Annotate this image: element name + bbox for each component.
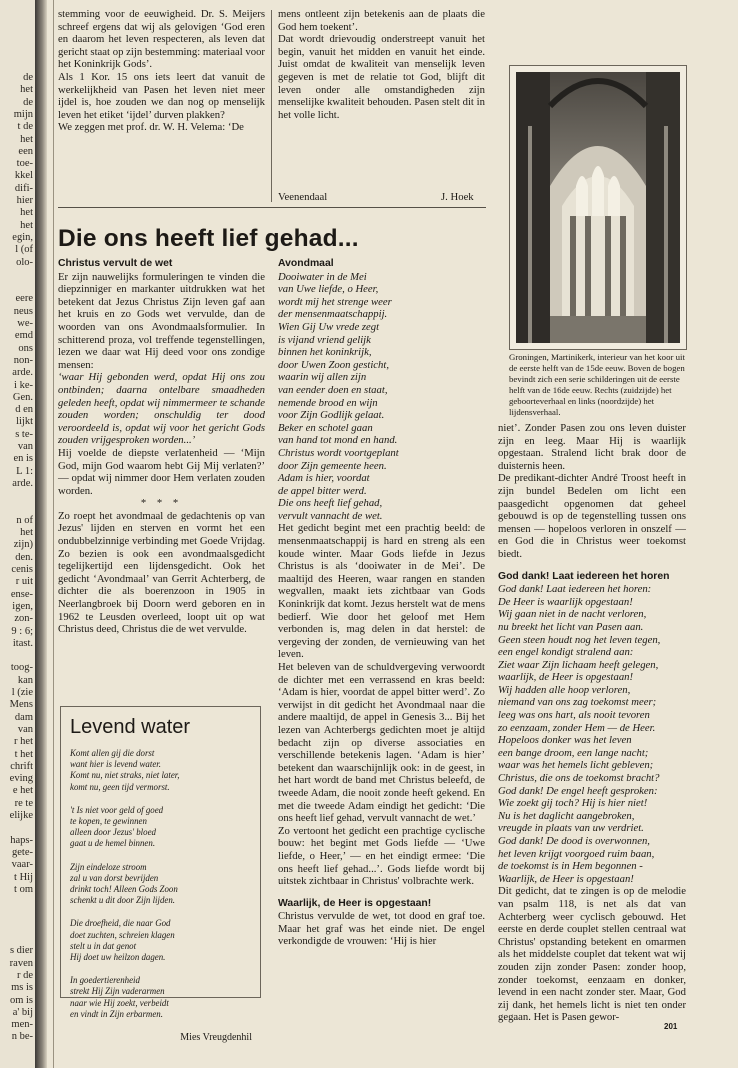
- strip-fragment: Mens: [9, 699, 33, 711]
- poem-stanza: waarin wij allen zijn van eender doen en staat, nemende brood en wijn voor Zijn Godlijk gelaat.: [278, 371, 388, 422]
- strip-fragment: cenis: [11, 564, 33, 575]
- strip-fragment: ms is: [11, 982, 33, 994]
- strip-fragment: eere: [15, 293, 33, 305]
- strip-fragment: l (zie: [11, 687, 33, 698]
- article-author: J. Hoek: [441, 191, 474, 203]
- strip-fragment: igen,: [12, 600, 33, 612]
- strip-fragment: e het: [12, 785, 33, 797]
- strip-fragment: kkel: [14, 170, 33, 182]
- top-article-column-1: stemming voor de eeuwigheid. Dr. S. Meijers schreef ergens dat wij als gelovigen ‘God eren en daarom het leven respecteren, als leven dat gericht staat op zijn bestemming: materiaal voor het Koninkrijk Gods’. Als 1 Kor. 15 ons iets leert dat vanuit de werkelijkheid van Pasen het leven niet meer ijdel is, hoe zouden we dan nog op menselijk leven het etiket ‘ijdel’ durven plakken? We zeggen met prof. dr. W. H. Velema: ‘De: [58, 8, 265, 134]
- strip-fragment: kan: [17, 674, 33, 686]
- strip-fragment: het: [20, 207, 33, 219]
- strip-fragment: t de: [17, 121, 33, 133]
- poem-stanza: Adam is hier, voordat de appel bitter werd. Die ons heeft lief gehad, vervult vannacht de wet.: [278, 472, 383, 522]
- poem-stanza: Die droefheid, die naar God doet zuchten, schreien klagen stelt u in dat genot Hij doet uw heilzon dagen.: [70, 918, 175, 963]
- strip-fragment: eving: [9, 773, 33, 785]
- poem-box-title: Levend water: [70, 716, 191, 738]
- poem-stanza: Komt allen gij die dorst want hier is levend water. Komt nu, niet straks, niet later, komt nu, geen tijd vermorst.: [70, 748, 180, 792]
- strip-fragment: d en: [15, 404, 33, 416]
- strip-fragment: mijn: [13, 108, 33, 120]
- strip-fragment: men-: [11, 1019, 33, 1031]
- strip-fragment: arde.: [12, 367, 33, 379]
- strip-fragment: lijkt: [16, 416, 33, 428]
- strip-fragment: het: [20, 84, 33, 96]
- strip-fragment: elijke: [9, 810, 33, 821]
- poem-author: Mies Vreugdenhil: [180, 1032, 252, 1044]
- strip-fragment: n of: [16, 514, 33, 526]
- poem-stanza: 't Is niet voor geld of goed te kopen, te gewinnen alleen door Jezus' bloed gaat u de hemel binnen.: [70, 804, 164, 849]
- poem-stanza: Zijn eindeloze stroom zal u van dorst bevrijden drinkt toch! Alleen Gods Zoon schenkt u dit door Zijn lijden.: [70, 861, 178, 906]
- strip-fragment: haps-: [10, 834, 33, 846]
- strip-fragment: chrift: [10, 760, 33, 772]
- article-divider: [58, 207, 486, 208]
- photo-caption: Groningen, Martinikerk, interieur van het koor uit de eerste helft van de 15de eeuw. Boven de bogen bevindt zich een serie schilderingen uit de eerste helft van de 16de eeuw. Rechts (zuidzijde) het geboorteverhaal en links (noordzijde) het lijdensverhaal.: [509, 352, 685, 417]
- strip-fragment: arde.: [12, 477, 33, 489]
- strip-fragment: i ke-: [14, 379, 33, 391]
- article-column-1: [58, 258, 265, 636]
- strip-fragment: den.: [15, 551, 33, 563]
- strip-fragment: hier: [16, 195, 33, 206]
- strip-fragment: r het: [14, 736, 33, 748]
- strip-fragment: non-: [13, 354, 33, 366]
- strip-fragment: het: [20, 219, 33, 231]
- strip-fragment: t het: [14, 748, 33, 760]
- poem-title: God dank! Laat iedereen het horen: [498, 570, 670, 582]
- section-heading: Waarlijk, de Heer is opgestaan!: [278, 897, 432, 909]
- church-interior-photo: [509, 65, 687, 350]
- strip-fragment: het: [20, 133, 33, 145]
- strip-fragment: een: [18, 145, 33, 157]
- strip-fragment: difi-: [14, 182, 33, 194]
- strip-fragment: l (of: [15, 244, 33, 256]
- paragraph: Er zijn nauwelijks formuleringen te vinden die diepzinniger en markanter uitdrukken wat het betekent dat Jezus Christus Zijn leven gaf aan het kruis en zo Gods wet vervulde, dan de woorden van ons Avondmaalsformulier. In schitterend proza, vol treffende tegenstellingen, lezen we daar wat Hij deed voor ons zondige mensen:: [58, 270, 265, 371]
- paragraph: Zo vertoont het gedicht een prachtige cyclische bouw: het begint met Gods liefde — ‘Uwe liefde, o Heer,’ — en het eindigt ermee: ‘Die ons heeft lief gehad...’. Gods liefde wordt bij uitstek zichtbaar in Christus' volbrachte werk.: [278, 824, 485, 888]
- section-break: * * *: [140, 497, 183, 510]
- strip-fragment: dam: [14, 711, 33, 723]
- poem-stanza: Beker en schotel gaan van hand tot mond en hand. Christus wordt voortgeplant door Zijn gemeente heen.: [278, 421, 399, 472]
- paragraph: Het beleven van de schuldvergeving verwoordt de dichter met een verrassend en kras beeld: ‘Adam is hier, voordat de appel bitter werd’. Zo verwijst in dit gedicht het Avondmaal naar die andere maaltijd, de appel in Genesis 3... Bij het lezen van Achterbergs gedichten moet je altijd bedacht zijn op diverse associaties en verschillende betekenis lagen. ‘Adam is hier’ betekent dan waarschijnlijk ook: in de geest, in het hart wordt de band met Christus beleefd, de tweede Adam, die nooit zonde heeft gekend. En met die tweede Adam eindigt het gedicht: ‘Die ons heeft lief gehad, vervult vannacht de wet.’: [278, 661, 485, 825]
- strip-fragment: vaar-: [11, 859, 33, 871]
- strip-fragment: de: [23, 72, 33, 83]
- strip-fragment: n be-: [11, 1031, 33, 1043]
- strip-fragment: ons: [18, 342, 33, 354]
- strip-fragment: de: [23, 96, 33, 108]
- article-column-2: [278, 258, 485, 948]
- strip-fragment: om is: [9, 994, 33, 1006]
- strip-fragment: r uit: [15, 576, 33, 588]
- previous-page-strip: [0, 0, 35, 1068]
- strip-fragment: a' bij: [12, 1006, 33, 1018]
- strip-fragment: ense-: [10, 588, 33, 600]
- strip-fragment: toog-: [10, 662, 33, 674]
- article-place: Veenendaal: [278, 191, 328, 203]
- strip-fragment: van: [17, 441, 33, 452]
- strip-fragment: s te-: [15, 428, 33, 440]
- page-edge-line: [53, 0, 54, 1068]
- paragraph: Zo roept het avondmaal de gedachtenis op van Jezus' lijden en sterven en vormt het een ondubbelzinnige verbinding met Goede Vrijdag. Zo bezien is ook een avondmaalsgedicht tegelijkertijd een lijdensgedicht. Ook het gedicht ‘Avondmaal’ van Gerrit Achterberg, de dichter die als boerenzoon in 1905 in Neerlangbroek bij Doorn werd geboren en in 1962 te Leusden overleed, loopt uit op wat Christus deed, Christus die de wet vervulde.: [58, 509, 265, 636]
- paragraph: Hij voelde de diepste verlatenheid — ‘Mijn God, mijn God waarom hebt Gij Mij verlaten?’ — opdat wij nimmer door Hem verlaten zouden worden.: [58, 446, 265, 497]
- quote: ‘waar Hij gebonden werd, opdat Hij ons zou ontbinden; daarna ontelbare smaadheden geleden heeft, opdat wij nimmermeer te schande zouden worden; onschuldig ter dood veroordeeld is, opdat wij voor het gericht Gods zouden vrijgesproken worden...’: [58, 371, 265, 447]
- strip-fragment: van: [17, 723, 33, 735]
- strip-fragment: egin,: [12, 231, 33, 243]
- article-column-3: [498, 422, 686, 1024]
- poem-title: Avondmaal: [278, 258, 334, 269]
- paragraph: De predikant-dichter André Troost heeft in zijn bundel Bedelen om licht een paasgedicht opgenomen dat geheel gebouwd is op de tegenstelling tussen ons mensen — hopeloos verloren in onszelf — en God die in Christus weer toekomst biedt.: [498, 472, 686, 560]
- article-title: Die ons heeft lief gehad...: [58, 225, 359, 252]
- church-interior-image: [510, 66, 686, 349]
- poem-stanza: In goedertierenheid strekt Hij Zijn vaderarmen naar wie Hij zoekt, verbeidt en vindt in Zijn erbarmen.: [70, 975, 169, 1019]
- top-column-rule: [271, 10, 272, 202]
- paragraph: Dit gedicht, dat te zingen is op de melodie van psalm 118, is net als dat van Achterberg weer cyclisch gebouwd. Het eerste en derde couplet stellen centraal wat Christus' opstanding betekent en omarmen als het middelste couplet dat tekent wat wij zouden zijn zonder Pasen: zonder hoop, zonder toekomst, eenzaam en donker, levend in een nacht zonder ster. Maar, God zij dank, het hemels licht is niet ten onder gegaan. Het is Pasen gewor-: [498, 885, 686, 1024]
- strip-fragment: itast.: [12, 637, 33, 649]
- strip-fragment: zijn): [13, 539, 33, 551]
- poem-stanza: Wien Gij Uw vrede zegt is vijand vriend gelijk binnen het koninkrijk, door Uwen Zoon gesticht,: [278, 320, 390, 371]
- top-article-column-2: mens ontleent zijn betekenis aan de plaats die God hem toekent’. Dat wordt drievoudig onderstreept vanuit het begin, vanuit het midden en vanuit het einde. Juist omdat de kwaliteit van menselijk leven gegeven is met de relatie tot God, blijft dit leven onder alle omstandigheden zijn menselijke kwaliteit behouden. Pasen stelt dit in het volle licht.: [278, 8, 485, 121]
- poem-stanza: God dank! Laat iedereen het horen: De Heer is waarlijk opgestaan! Wij gaan niet in de nacht verloren, nu breekt het licht van Pasen aan. Geen steen houdt nog het leven tegen, een engel kondigt stralend aan: Ziet waar Zijn lichaam heeft gelegen, waarlijk, de Heer is opgestaan!: [498, 583, 661, 684]
- binding-fold: [35, 0, 47, 1068]
- strip-fragment: neus: [13, 305, 33, 317]
- poem-stanza: Dooiwater in de Mei van Uwe liefde, o Heer, wordt mij het strenge weer der mensenmaatschappij.: [278, 270, 392, 321]
- paragraph: Christus vervulde de wet, tot dood en graf toe. Maar het graf was het einde niet. De engel verkondigde de vrouwen: ‘Hij is hier: [278, 910, 485, 948]
- paragraph: Het gedicht begint met een prachtig beeld: de mensenmaatschappij is hard en streng als een koude winter. Maar Gods liefde in Jezus Christus is als ‘dooiwater in de Mei’. De maaltijd des Heeren, waar rangen en standen wegvallen, maakt iets zichtbaar van Gods Koninkrijk dat komt. Jezus herstelt wat de mens bedierf. Wie door het geloof met Hem verbonden is, mag delen in dat herstel: de vergeving der zonden, de vernieuwing van het leven.: [278, 522, 485, 661]
- page-number: 201: [664, 1022, 678, 1031]
- strip-fragment: re te: [14, 797, 33, 809]
- poem-stanza: God dank! De engel heeft gesproken: Wie zoekt gij toch? Hij is hier niet! Nu is het daglicht aangebroken, vreugde in plaats van uw verdriet. God dank! De dood is overwonnen, het leven krijgt voorgoed ruim baan, de toekomst is in Hem begonnen - Waarlijk, de Heer is opgestaan!: [498, 784, 658, 885]
- section-heading: Christus vervult de wet: [58, 258, 173, 269]
- poem-stanza: Wij hadden alle hoop verloren, niemand van ons zag toekomst meer; leeg was ons hart, als nooit tevoren zo eenzaam, zonder Hem — de Heer. Hopeloos donker was het leven een bange droom, een lange nacht; waar was het hemels licht gebleven; Christus, die ons de toekomst bracht?: [498, 683, 660, 785]
- strip-fragment: raven: [9, 957, 33, 969]
- strip-fragment: r de: [16, 969, 33, 981]
- poem-box-body: [70, 748, 252, 1043]
- strip-fragment: toe-: [16, 158, 33, 170]
- strip-fragment: we-: [17, 318, 33, 329]
- paragraph: niet’. Zonder Pasen zou ons leven duister zijn en leeg. Maar Hij is waarlijk opgestaan. Stralend licht brak door de duisternis heen.: [498, 422, 686, 472]
- strip-fragment: het: [20, 527, 33, 539]
- strip-fragment: t om: [14, 883, 33, 895]
- strip-fragment: L 1:: [16, 465, 33, 477]
- strip-fragment: t Hij: [14, 871, 33, 883]
- strip-fragment: olo-: [16, 256, 33, 268]
- strip-fragment: en is: [13, 453, 33, 465]
- strip-fragment: emd: [14, 330, 33, 342]
- strip-fragment: Gen.: [12, 391, 33, 403]
- strip-fragment: s dier: [9, 945, 33, 957]
- strip-fragment: gete-: [12, 846, 33, 858]
- strip-fragment: 9 : 6;: [11, 625, 33, 637]
- strip-fragment: zon-: [14, 613, 33, 625]
